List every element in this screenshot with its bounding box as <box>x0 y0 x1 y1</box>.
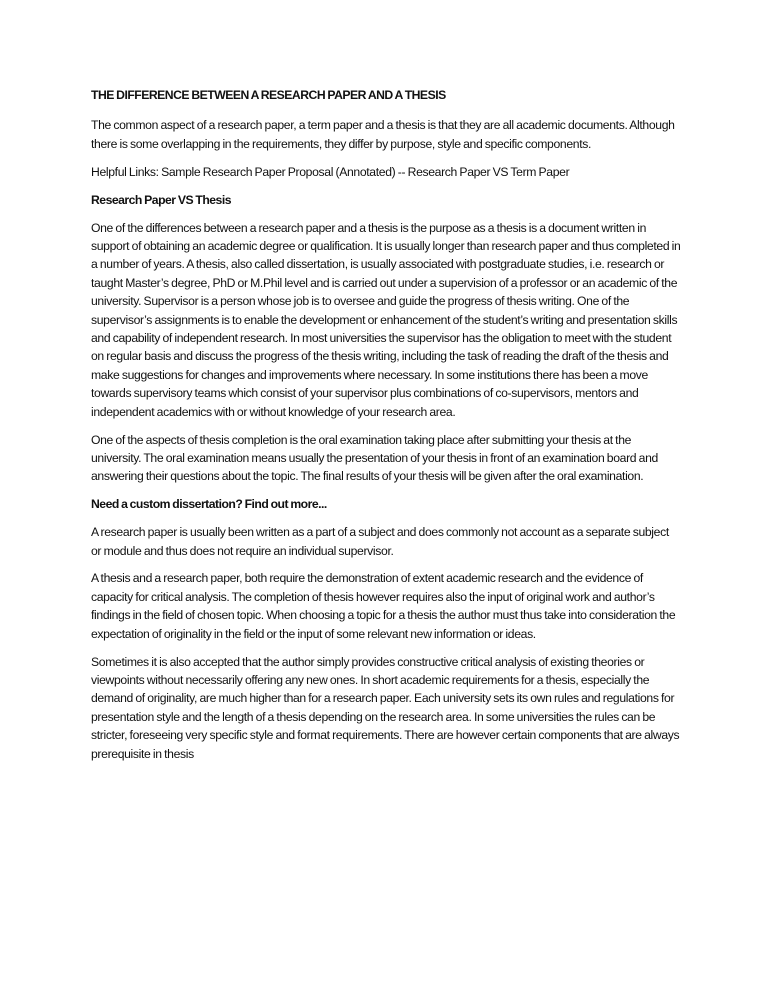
body-paragraph: A research paper is usually been written as a part of a subject and does commonly not account as a separate subject or module and thus does not require an individual supervisor. <box>91 525 669 558</box>
section-heading: Research Paper VS Thesis <box>91 192 231 207</box>
document-title: THE DIFFERENCE BETWEEN A RESEARCH PAPER AND A THESIS <box>91 88 446 102</box>
body-paragraph: One of the differences between a research paper and a thesis is the purpose as a thesis is a document written in support of obtaining an academic degree or qualification. It is usually longer than research paper and thus completed in a number of years. A thesis, also called dissertation, is usually associated with postgraduate studies, i.e. research or taught Master’s degree, PhD or M.Phil level and is carried out under a supervision of a professor or an academic of the university. Supervisor is a person whose job is to oversee and guide the progress of thesis writing. One of the supervisor’s assignments is to enable the development or enhancement of the student’s writing and presentation skills and capability of independent research. In most universities the supervisor has the obligation to meet with the student on regular basis and discuss the progress of the thesis writing, including the task of reading the draft of the thesis and make suggestions for changes and improvements where necessary. In some institutions there has been a move towards supervisory teams which consist of your supervisor plus combinations of co-supervisors, mentors and independent academics with or without knowledge of your research area. <box>91 220 681 419</box>
body-paragraph: A thesis and a research paper, both require the demonstration of extent academic research and the evidence of capacity for critical analysis. The completion of thesis however requires also the input of original work and author’s findings in the field of chosen topic. When choosing a topic for a thesis the author must thus take into consideration the expectation of originality in the field or the input of some relevant new information or ideas. <box>91 571 676 641</box>
body-paragraph: Sometimes it is also accepted that the author simply provides constructive critical analysis of existing theories or viewpoints without necessarily offering any new ones. In short academic requirements for a thesis, especially the demand of originality, are much higher than for a research paper. Each university sets its own rules and regulations for presentation style and the length of a thesis depending on the research area. In some universities the rules can be stricter, foreseeing very specific style and format requirements. There are however certain components that are always prerequisite in thesis <box>91 654 680 761</box>
body-paragraph: One of the aspects of thesis completion is the oral examination taking place after submitting your thesis at the university. The oral examination means usually the presentation of your thesis in front of an examination board and answering their questions about the topic. The final results of your thesis will be given after the oral examination. <box>91 432 658 484</box>
document-page <box>91 86 681 773</box>
cta-heading: Need a custom dissertation? Find out more... <box>91 497 327 512</box>
helpful-links: Helpful Links: Sample Research Paper Proposal (Annotated) -- Research Paper VS Term Paper <box>91 164 570 179</box>
intro-paragraph: The common aspect of a research paper, a term paper and a thesis is that they are all academic documents. Although there is some overlapping in the requirements, they differ by purpose, style and specific components. <box>91 118 675 151</box>
